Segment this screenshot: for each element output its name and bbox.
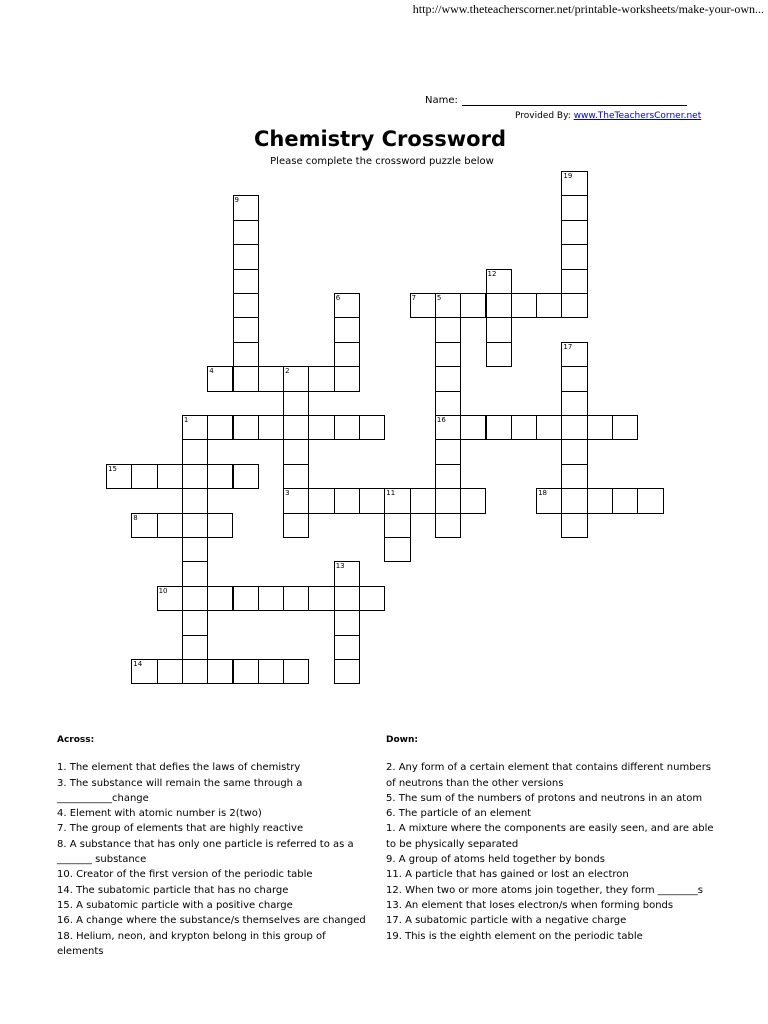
across-clue: 15. A subatomic particle with a positive charge <box>57 899 293 911</box>
crossword-cell[interactable] <box>561 439 587 464</box>
crossword-cell[interactable] <box>182 537 208 562</box>
crossword-cell[interactable] <box>384 513 410 538</box>
crossword-cell[interactable] <box>233 415 259 440</box>
crossword-cell[interactable] <box>334 366 360 391</box>
crossword-cell[interactable] <box>359 586 385 611</box>
across-clue: 18. Helium, neon, and krypton belong in this group of elements <box>57 930 326 957</box>
crossword-cell[interactable] <box>233 659 259 684</box>
crossword-cell[interactable] <box>233 366 259 391</box>
clue-number: 3 <box>285 489 290 498</box>
crossword-cell[interactable] <box>106 464 132 489</box>
down-clue: 2. Any form of a certain element that contains different numbers of neutrons than the other versions <box>386 762 712 789</box>
crossword-cell[interactable] <box>511 293 537 318</box>
crossword-cell[interactable] <box>283 439 309 464</box>
crossword-cell[interactable] <box>435 317 461 342</box>
crossword-cell[interactable] <box>334 488 360 513</box>
crossword-cell[interactable] <box>157 586 183 611</box>
crossword-cell[interactable] <box>207 586 233 611</box>
clue-number: 8 <box>133 513 138 522</box>
crossword-cell[interactable] <box>359 415 385 440</box>
crossword-cell[interactable] <box>182 610 208 635</box>
crossword-cell[interactable] <box>561 269 587 294</box>
crossword-cell[interactable] <box>283 391 309 416</box>
crossword-cell[interactable] <box>334 415 360 440</box>
down-clue: 11. A particle that has gained or lost an electron <box>386 869 629 881</box>
provided-label: Provided By: <box>515 111 571 121</box>
down-clue: 19. This is the eighth element on the periodic table <box>386 930 643 942</box>
down-clue: 9. A group of atoms held together by bonds <box>386 854 605 866</box>
across-clue: 16. A change where the substance/s themselves are changed <box>57 915 366 927</box>
across-heading: Across: <box>57 735 95 745</box>
crossword-cell[interactable] <box>637 488 663 513</box>
clue-number: 4 <box>209 367 214 376</box>
crossword-cell[interactable] <box>334 317 360 342</box>
provided-by <box>515 111 701 121</box>
crossword-cell[interactable] <box>182 513 208 538</box>
crossword-cell[interactable] <box>561 293 587 318</box>
crossword-cell[interactable] <box>182 464 208 489</box>
crossword-cell[interactable] <box>233 317 259 342</box>
crossword-cell[interactable] <box>587 415 613 440</box>
crossword-cell[interactable] <box>131 513 157 538</box>
crossword-cell[interactable] <box>207 513 233 538</box>
crossword-cell[interactable] <box>182 659 208 684</box>
crossword-cell[interactable] <box>561 366 587 391</box>
crossword-cell[interactable] <box>308 366 334 391</box>
clue-number: 2 <box>285 367 290 376</box>
down-heading: Down: <box>386 735 418 745</box>
crossword-cell[interactable] <box>561 513 587 538</box>
crossword-cell[interactable] <box>157 464 183 489</box>
across-clue: 10. Creator of the first version of the periodic table <box>57 869 313 881</box>
crossword-cell[interactable] <box>207 659 233 684</box>
crossword-cell[interactable] <box>233 464 259 489</box>
crossword-cell[interactable] <box>435 513 461 538</box>
crossword-cell[interactable] <box>334 610 360 635</box>
crossword-cell[interactable] <box>536 488 562 513</box>
crossword-cell[interactable] <box>561 220 587 245</box>
clue-number: 17 <box>563 342 573 351</box>
crossword-cell[interactable] <box>283 659 309 684</box>
crossword-cell[interactable] <box>233 342 259 367</box>
crossword-cell[interactable] <box>182 488 208 513</box>
crossword-cell[interactable] <box>233 220 259 245</box>
clue-number: 12 <box>487 269 497 278</box>
crossword-cell[interactable] <box>258 366 284 391</box>
crossword-cell[interactable] <box>182 561 208 586</box>
across-clue: 3. The substance will remain the same through a ___________change <box>57 777 303 804</box>
crossword-cell[interactable] <box>561 391 587 416</box>
crossword-cell[interactable] <box>561 415 587 440</box>
crossword-cell[interactable] <box>207 415 233 440</box>
crossword-cell[interactable] <box>561 488 587 513</box>
crossword-cell[interactable] <box>561 464 587 489</box>
page-title: Chemistry Crossword <box>254 127 506 151</box>
crossword-cell[interactable] <box>334 293 360 318</box>
crossword-cell[interactable] <box>561 171 587 196</box>
crossword-cell[interactable] <box>511 415 537 440</box>
source-url: http://www.theteacherscorner.net/printable-worksheets/make-your-own... <box>412 2 764 16</box>
crossword-cell[interactable] <box>334 659 360 684</box>
crossword-cell[interactable] <box>561 195 587 220</box>
crossword-cell[interactable] <box>612 415 638 440</box>
crossword-cell[interactable] <box>435 391 461 416</box>
clue-number: 19 <box>563 172 573 180</box>
crossword-cell[interactable] <box>486 317 512 342</box>
clue-number: 13 <box>335 562 345 571</box>
crossword-cell[interactable] <box>157 659 183 684</box>
crossword-cell[interactable] <box>435 293 461 318</box>
crossword-cell[interactable] <box>435 439 461 464</box>
crossword-cell[interactable] <box>283 415 309 440</box>
crossword-cell[interactable] <box>612 488 638 513</box>
across-clue: 14. The subatomic particle that has no charge <box>57 884 289 896</box>
clue-number: 10 <box>158 586 168 595</box>
crossword-cell[interactable] <box>587 488 613 513</box>
name-line[interactable] <box>462 95 687 106</box>
down-clue: 5. The sum of the numbers of protons and neutrons in an atom <box>386 792 703 804</box>
crossword-cell[interactable] <box>131 464 157 489</box>
down-clue: 13. An element that loses electron/s when forming bonds <box>386 899 674 911</box>
across-clue: 7. The group of elements that are highly reactive <box>57 823 304 835</box>
crossword-cell[interactable] <box>157 513 183 538</box>
crossword-cell[interactable] <box>486 342 512 367</box>
down-clues <box>386 733 716 944</box>
crossword-cell[interactable] <box>283 586 309 611</box>
crossword-cell[interactable] <box>561 342 587 367</box>
across-list <box>57 760 375 959</box>
crossword-cell[interactable] <box>334 342 360 367</box>
across-clue: 4. Element with atomic number is 2(two) <box>57 808 262 820</box>
crossword-cell[interactable] <box>435 366 461 391</box>
crossword-cell[interactable] <box>486 415 512 440</box>
crossword-cell[interactable] <box>207 464 233 489</box>
crossword-cell[interactable] <box>334 561 360 586</box>
down-clue: 1. A mixture where the components are easily seen, and are able to be physically separated <box>386 823 714 850</box>
crossword-cell[interactable] <box>486 293 512 318</box>
crossword-cell[interactable] <box>410 293 436 318</box>
name-label: Name: <box>425 95 458 106</box>
clue-number: 5 <box>436 294 442 302</box>
clue-number: 15 <box>108 464 117 473</box>
crossword-cell[interactable] <box>561 244 587 269</box>
crossword-cell[interactable] <box>460 488 486 513</box>
crossword-cell[interactable] <box>182 586 208 611</box>
crossword-cell[interactable] <box>536 415 562 440</box>
page-subtitle: Please complete the crossword puzzle below <box>270 156 494 167</box>
crossword-cell[interactable] <box>435 488 461 513</box>
crossword-cell[interactable] <box>486 269 512 294</box>
crossword-cell[interactable] <box>233 586 259 611</box>
crossword-cell[interactable] <box>283 366 309 391</box>
crossword-cell[interactable] <box>384 537 410 562</box>
crossword-cell[interactable] <box>233 293 259 318</box>
clue-number: 6 <box>335 294 341 302</box>
crossword-cell[interactable] <box>233 195 259 220</box>
clue-number: 11 <box>386 489 396 498</box>
crossword-cell[interactable] <box>435 415 461 440</box>
down-clue: 6. The particle of an element <box>386 808 532 820</box>
crossword-cell[interactable] <box>460 415 486 440</box>
crossword-cell[interactable] <box>258 659 284 684</box>
crossword-cell[interactable] <box>410 488 436 513</box>
crossword-cell[interactable] <box>182 439 208 464</box>
crossword-cell[interactable] <box>182 415 208 440</box>
provided-link[interactable]: www.TheTeachersCorner.net <box>573 111 702 121</box>
clue-number: 9 <box>234 196 239 205</box>
crossword-cell[interactable] <box>233 244 259 269</box>
crossword-cell[interactable] <box>460 293 486 318</box>
across-clues <box>57 733 375 959</box>
clue-number: 14 <box>133 660 143 668</box>
crossword-cell[interactable] <box>435 464 461 489</box>
crossword-cell[interactable] <box>435 342 461 367</box>
crossword-cell[interactable] <box>334 586 360 611</box>
down-list <box>386 760 716 944</box>
clue-number: 16 <box>436 416 446 424</box>
clue-number: 7 <box>411 294 417 302</box>
crossword-cell[interactable] <box>308 415 334 440</box>
crossword-cell[interactable] <box>207 366 233 391</box>
crossword-cell[interactable] <box>359 488 385 513</box>
crossword-cell[interactable] <box>334 635 360 660</box>
crossword-cell[interactable] <box>283 464 309 489</box>
clue-number: 18 <box>538 489 548 498</box>
crossword-cell[interactable] <box>536 293 562 318</box>
across-clue: 8. A substance that has only one particle is referred to as a _______ substance <box>57 838 354 866</box>
crossword-cell[interactable] <box>233 269 259 294</box>
crossword-cell[interactable] <box>258 586 284 611</box>
crossword-cell[interactable] <box>283 513 309 538</box>
crossword-cell[interactable] <box>258 415 284 440</box>
crossword-cell[interactable] <box>308 488 334 513</box>
down-clue: 12. When two or more atoms join together, they form ________s <box>386 884 703 896</box>
crossword-cell[interactable] <box>131 659 157 684</box>
crossword-cell[interactable] <box>308 586 334 611</box>
crossword-cell[interactable] <box>283 488 309 513</box>
clue-number: 1 <box>183 416 189 424</box>
name-field[interactable] <box>425 95 687 106</box>
crossword-cell[interactable] <box>384 488 410 513</box>
down-clue: 17. A subatomic particle with a negative charge <box>386 915 627 927</box>
crossword-cell[interactable] <box>182 635 208 660</box>
across-clue: 1. The element that defies the laws of chemistry <box>57 762 301 774</box>
